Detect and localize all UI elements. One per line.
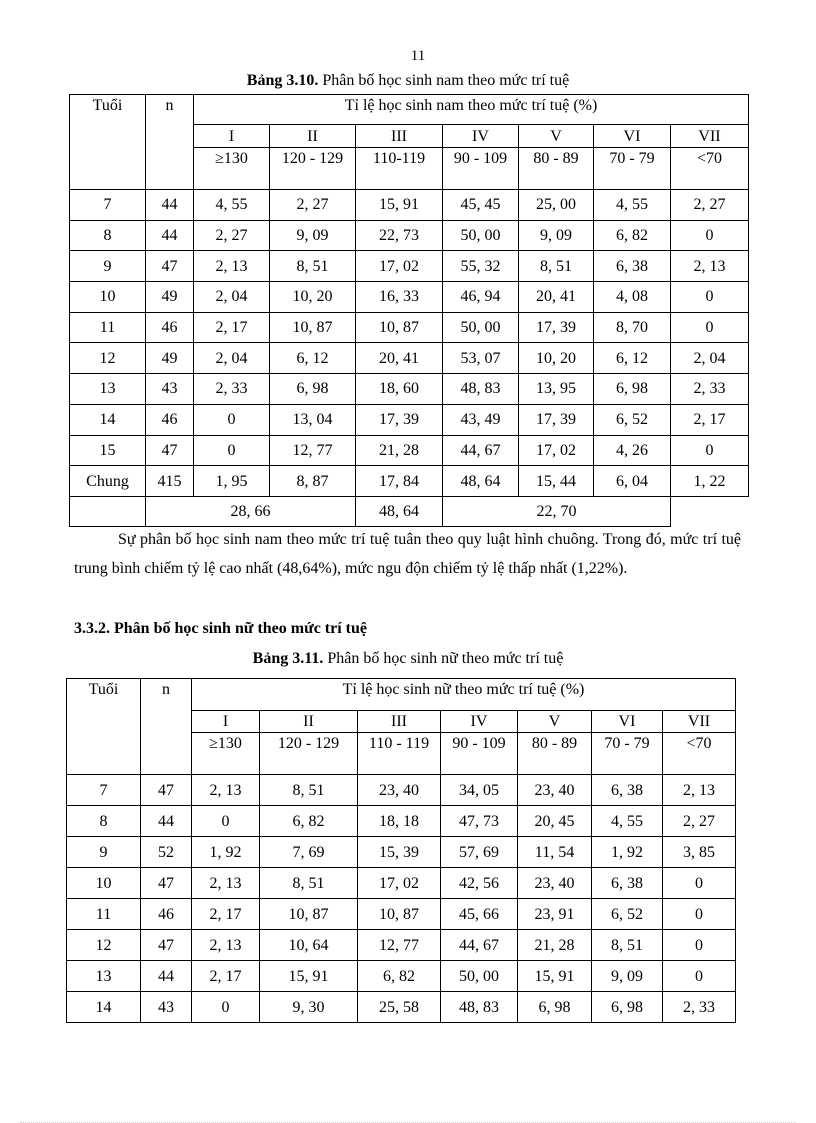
percent-cell: 25, 58 [358, 992, 441, 1023]
percent-cell: 16, 33 [356, 282, 443, 313]
n-cell: 49 [146, 282, 194, 313]
range-cell: ≥130 [192, 733, 260, 775]
n-cell: 47 [146, 251, 194, 282]
range-cell: 120 - 129 [260, 733, 358, 775]
percent-cell: 17, 02 [519, 435, 594, 466]
percent-cell: 4, 08 [594, 282, 671, 313]
percent-cell: 6, 12 [594, 343, 671, 374]
level-cell: IV [443, 125, 519, 148]
range-cell: 90 - 109 [441, 733, 518, 775]
percent-cell: 46, 94 [443, 282, 519, 313]
percent-cell: 2, 13 [192, 775, 260, 806]
percent-cell: 42, 56 [441, 868, 518, 899]
percent-cell: 8, 51 [592, 930, 663, 961]
percent-cell: 20, 41 [519, 282, 594, 313]
percent-cell: 57, 69 [441, 837, 518, 868]
summary-mid: 48, 64 [356, 496, 443, 526]
percent-cell: 34, 05 [441, 775, 518, 806]
age-cell: 8 [67, 806, 141, 837]
percent-cell: 0 [663, 930, 736, 961]
percent-cell: 6, 98 [592, 992, 663, 1023]
percent-cell: 10, 20 [270, 282, 356, 313]
percent-cell: 4, 55 [592, 806, 663, 837]
percent-cell: 2, 04 [194, 282, 270, 313]
table-row [67, 775, 736, 806]
percent-cell: 10, 87 [260, 899, 358, 930]
percent-cell: 0 [663, 961, 736, 992]
n-cell: 46 [146, 404, 194, 435]
table-row [70, 404, 749, 435]
percent-cell: 4, 55 [594, 190, 671, 221]
percent-cell: 8, 70 [594, 312, 671, 343]
age-cell: 14 [70, 404, 146, 435]
percent-cell: 2, 27 [663, 806, 736, 837]
percent-cell: 9, 09 [592, 961, 663, 992]
n-cell: 47 [141, 868, 192, 899]
percent-cell: 6, 52 [594, 404, 671, 435]
n-cell: 44 [146, 190, 194, 221]
percent-cell: 6, 38 [594, 251, 671, 282]
percent-cell: 44, 67 [443, 435, 519, 466]
percent-cell: 10, 87 [356, 312, 443, 343]
summary-high: 28, 66 [146, 496, 356, 526]
table-3-10 [69, 94, 749, 527]
level-cell: III [356, 125, 443, 148]
percent-cell: 23, 40 [518, 868, 592, 899]
percent-cell: 2, 27 [671, 190, 749, 221]
percent-cell: 6, 98 [594, 374, 671, 405]
percent-cell: 9, 09 [519, 220, 594, 251]
percent-cell: 12, 77 [358, 930, 441, 961]
table-row [67, 868, 736, 899]
age-cell: 11 [70, 312, 146, 343]
table-row [70, 220, 749, 251]
table-row [70, 312, 749, 343]
table-2-caption [0, 650, 816, 668]
summary-row [70, 496, 749, 526]
percent-cell: 2, 13 [192, 930, 260, 961]
percent-cell: 2, 04 [194, 343, 270, 374]
range-cell: 80 - 89 [518, 733, 592, 775]
percent-cell: 13, 95 [519, 374, 594, 405]
summary-low: 22, 70 [443, 496, 671, 526]
table-3-10-body [70, 190, 749, 497]
header-n: n [146, 95, 194, 190]
percent-cell: 2, 33 [663, 992, 736, 1023]
age-cell: 11 [67, 899, 141, 930]
range-cell: 110-119 [356, 148, 443, 190]
percent-cell: 6, 98 [270, 374, 356, 405]
range-cell: 120 - 129 [270, 148, 356, 190]
percent-cell: 6, 38 [592, 775, 663, 806]
percent-cell: 1, 22 [671, 466, 749, 497]
table-row [70, 435, 749, 466]
percent-cell: 23, 91 [518, 899, 592, 930]
level-cell: V [519, 125, 594, 148]
age-cell: 14 [67, 992, 141, 1023]
percent-cell: 10, 87 [270, 312, 356, 343]
percent-cell: 53, 07 [443, 343, 519, 374]
percent-cell: 0 [192, 992, 260, 1023]
level-cell: VII [671, 125, 749, 148]
level-cell: II [270, 125, 356, 148]
percent-cell: 2, 13 [671, 251, 749, 282]
table-row [70, 343, 749, 374]
n-cell: 46 [141, 899, 192, 930]
level-cell: VI [594, 125, 671, 148]
percent-cell: 2, 04 [671, 343, 749, 374]
summary-empty-cell [70, 496, 146, 526]
percent-cell: 4, 55 [194, 190, 270, 221]
percent-cell: 43, 49 [443, 404, 519, 435]
percent-cell: 22, 73 [356, 220, 443, 251]
range-cell: ≥130 [194, 148, 270, 190]
age-cell: 13 [70, 374, 146, 405]
percent-cell: 3, 85 [663, 837, 736, 868]
percent-cell: 10, 20 [519, 343, 594, 374]
percent-cell: 6, 52 [592, 899, 663, 930]
percent-cell: 6, 04 [594, 466, 671, 497]
table-row [67, 930, 736, 961]
percent-cell: 6, 38 [592, 868, 663, 899]
percent-cell: 2, 17 [194, 312, 270, 343]
n-cell: 44 [146, 220, 194, 251]
percent-cell: 9, 09 [270, 220, 356, 251]
n-cell: 44 [141, 961, 192, 992]
percent-cell: 0 [671, 435, 749, 466]
table-row [67, 961, 736, 992]
table-row [70, 466, 749, 497]
table-1-caption [0, 72, 816, 90]
header-n: n [141, 679, 192, 775]
table-row [70, 251, 749, 282]
range-cell: 80 - 89 [519, 148, 594, 190]
table-2-caption-label: Bảng 3.11. [252, 650, 324, 667]
age-cell: 7 [70, 190, 146, 221]
level-cell: VII [663, 711, 736, 733]
percent-cell: 1, 95 [194, 466, 270, 497]
percent-cell: 0 [194, 435, 270, 466]
age-cell: 10 [70, 282, 146, 313]
percent-cell: 17, 84 [356, 466, 443, 497]
percent-cell: 44, 67 [441, 930, 518, 961]
percent-cell: 2, 27 [270, 190, 356, 221]
table-1-caption-label: Bảng 3.10. [246, 72, 319, 89]
level-cell: I [194, 125, 270, 148]
table-row [70, 374, 749, 405]
n-cell: 52 [141, 837, 192, 868]
n-cell: 43 [146, 374, 194, 405]
percent-cell: 45, 66 [441, 899, 518, 930]
percent-cell: 0 [671, 312, 749, 343]
percent-cell: 17, 39 [519, 312, 594, 343]
n-cell: 44 [141, 806, 192, 837]
table-2-caption-text: Phân bố học sinh nữ theo mức trí tuệ [323, 650, 564, 667]
percent-cell: 15, 44 [519, 466, 594, 497]
percent-cell: 23, 40 [358, 775, 441, 806]
age-cell: 8 [70, 220, 146, 251]
percent-cell: 8, 51 [519, 251, 594, 282]
table-row [67, 899, 736, 930]
level-cell: I [192, 711, 260, 733]
percent-cell: 8, 51 [260, 775, 358, 806]
percent-cell: 0 [192, 806, 260, 837]
percent-cell: 2, 13 [194, 251, 270, 282]
age-cell: 15 [70, 435, 146, 466]
percent-cell: 50, 00 [443, 312, 519, 343]
percent-cell: 2, 17 [671, 404, 749, 435]
percent-cell: 18, 18 [358, 806, 441, 837]
age-cell: 9 [70, 251, 146, 282]
percent-cell: 2, 17 [192, 961, 260, 992]
table-row [67, 992, 736, 1023]
percent-cell: 17, 39 [519, 404, 594, 435]
range-cell: 70 - 79 [592, 733, 663, 775]
percent-cell: 17, 02 [356, 251, 443, 282]
percent-cell: 8, 51 [270, 251, 356, 282]
percent-cell: 6, 12 [270, 343, 356, 374]
percent-cell: 10, 64 [260, 930, 358, 961]
percent-cell: 0 [663, 868, 736, 899]
range-cell: 110 - 119 [358, 733, 441, 775]
table-3-11-body [67, 775, 736, 1023]
percent-cell: 1, 92 [592, 837, 663, 868]
percent-cell: 47, 73 [441, 806, 518, 837]
header-age: Tuổi [67, 679, 141, 775]
level-cell: IV [441, 711, 518, 733]
table-row [67, 837, 736, 868]
n-cell: 49 [146, 343, 194, 374]
percent-cell: 45, 45 [443, 190, 519, 221]
percent-cell: 0 [671, 282, 749, 313]
percent-cell: 55, 32 [443, 251, 519, 282]
percent-cell: 50, 00 [443, 220, 519, 251]
level-cell: II [260, 711, 358, 733]
level-cell: V [518, 711, 592, 733]
percent-cell: 11, 54 [518, 837, 592, 868]
age-cell: 12 [67, 930, 141, 961]
percent-cell: 2, 27 [194, 220, 270, 251]
percent-cell: 10, 87 [358, 899, 441, 930]
percent-cell: 0 [194, 404, 270, 435]
percent-cell: 8, 87 [270, 466, 356, 497]
percent-cell: 48, 83 [441, 992, 518, 1023]
percent-cell: 0 [663, 899, 736, 930]
age-cell: 7 [67, 775, 141, 806]
percent-cell: 2, 33 [194, 374, 270, 405]
percent-cell: 15, 91 [356, 190, 443, 221]
percent-cell: 50, 00 [441, 961, 518, 992]
body-paragraph: Sự phân bố học sinh nam theo mức trí tuệ tuân theo quy luật hình chuông. Trong đó, mức trí tuệ trung bình chiếm tỷ lệ cao nhất (48,64%), mức ngu độn chiếm tỷ lệ thấp nhất (1,22%). [74, 531, 741, 577]
percent-cell: 2, 33 [671, 374, 749, 405]
percent-cell: 7, 69 [260, 837, 358, 868]
page-number: 11 [410, 48, 426, 64]
range-cell: <70 [671, 148, 749, 190]
table-3-11 [66, 678, 736, 1023]
percent-cell: 23, 40 [518, 775, 592, 806]
percent-cell: 18, 60 [356, 374, 443, 405]
percent-cell: 48, 83 [443, 374, 519, 405]
percent-cell: 8, 51 [260, 868, 358, 899]
percent-cell: 2, 13 [663, 775, 736, 806]
percent-cell: 21, 28 [518, 930, 592, 961]
percent-cell: 20, 45 [518, 806, 592, 837]
level-cell: VI [592, 711, 663, 733]
n-cell: 47 [146, 435, 194, 466]
percent-cell: 9, 30 [260, 992, 358, 1023]
percent-cell: 6, 82 [594, 220, 671, 251]
percent-cell: 48, 64 [443, 466, 519, 497]
age-cell: 9 [67, 837, 141, 868]
n-cell: 47 [141, 930, 192, 961]
section-heading: 3.3.2. Phân bố học sinh nữ theo mức trí tuệ [74, 620, 367, 637]
header-age: Tuổi [70, 95, 146, 190]
range-cell: 70 - 79 [594, 148, 671, 190]
header-group: Tỉ lệ học sinh nữ theo mức trí tuệ (%) [192, 679, 736, 711]
percent-cell: 12, 77 [270, 435, 356, 466]
age-cell: 13 [67, 961, 141, 992]
percent-cell: 6, 82 [260, 806, 358, 837]
n-cell: 46 [146, 312, 194, 343]
age-cell: Chung [70, 466, 146, 497]
header-group: Tỉ lệ học sinh nam theo mức trí tuệ (%) [194, 95, 749, 125]
age-cell: 12 [70, 343, 146, 374]
table-1-caption-text: Phân bố học sinh nam theo mức trí tuệ [318, 72, 570, 89]
percent-cell: 25, 00 [519, 190, 594, 221]
level-cell: III [358, 711, 441, 733]
percent-cell: 13, 04 [270, 404, 356, 435]
percent-cell: 2, 17 [192, 899, 260, 930]
n-cell: 47 [141, 775, 192, 806]
percent-cell: 4, 26 [594, 435, 671, 466]
table-row [67, 806, 736, 837]
table-row [70, 282, 749, 313]
table-row [70, 190, 749, 221]
n-cell: 415 [146, 466, 194, 497]
range-cell: 90 - 109 [443, 148, 519, 190]
percent-cell: 15, 39 [358, 837, 441, 868]
percent-cell: 6, 98 [518, 992, 592, 1023]
percent-cell: 21, 28 [356, 435, 443, 466]
percent-cell: 6, 82 [358, 961, 441, 992]
percent-cell: 17, 02 [358, 868, 441, 899]
percent-cell: 1, 92 [192, 837, 260, 868]
percent-cell: 17, 39 [356, 404, 443, 435]
percent-cell: 15, 91 [260, 961, 358, 992]
percent-cell: 20, 41 [356, 343, 443, 374]
percent-cell: 2, 13 [192, 868, 260, 899]
n-cell: 43 [141, 992, 192, 1023]
percent-cell: 0 [671, 220, 749, 251]
age-cell: 10 [67, 868, 141, 899]
range-cell: <70 [663, 733, 736, 775]
percent-cell: 15, 91 [518, 961, 592, 992]
